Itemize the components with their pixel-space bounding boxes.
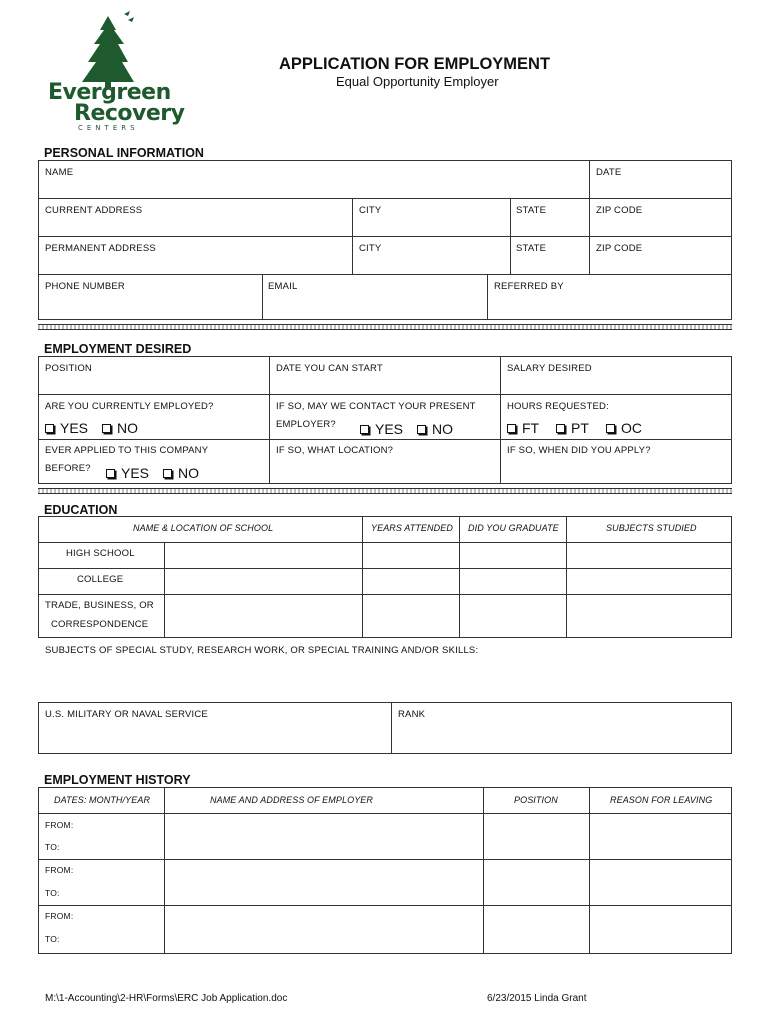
history-1-to[interactable]: TO: (45, 842, 60, 852)
current-state-field[interactable]: STATE (516, 205, 547, 216)
logo-text-evergreen: Evergreen (48, 80, 171, 105)
checkbox-icon (417, 425, 426, 434)
personal-info-table (38, 160, 732, 320)
checkbox-icon (163, 469, 172, 478)
section-personal-information: PERSONAL INFORMATION (44, 146, 204, 160)
current-address-field[interactable]: CURRENT ADDRESS (45, 205, 143, 216)
row-high-school: HIGH SCHOOL (66, 548, 135, 559)
col-did-you-graduate: DID YOU GRADUATE (468, 523, 559, 533)
col-position: POSITION (514, 795, 558, 805)
salary-field[interactable]: SALARY DESIRED (507, 363, 592, 374)
history-2-from[interactable]: FROM: (45, 865, 74, 875)
col-dates: DATES: MONTH/YEAR (54, 795, 151, 805)
checkbox-icon (556, 424, 565, 433)
section-divider (38, 488, 732, 494)
special-study-field[interactable]: SUBJECTS OF SPECIAL STUDY, RESEARCH WORK, OR SPECIAL TRAINING AND/OR SKILLS: (45, 645, 479, 656)
permanent-address-field[interactable]: PERMANENT ADDRESS (45, 243, 156, 254)
applied-before-no-checkbox[interactable]: NO (163, 465, 199, 481)
military-service-field[interactable]: U.S. MILITARY OR NAVAL SERVICE (45, 709, 208, 720)
history-1-from[interactable]: FROM: (45, 820, 74, 830)
may-contact-no-checkbox[interactable]: NO (417, 421, 453, 437)
section-employment-history: EMPLOYMENT HISTORY (44, 773, 191, 787)
row-trade-1: TRADE, BUSINESS, OR (45, 600, 154, 611)
checkbox-icon (45, 424, 54, 433)
footer-file-path: M:\1-Accounting\2-HR\Forms\ERC Job Application.doc (45, 993, 288, 1004)
when-apply-field[interactable]: IF SO, WHEN DID YOU APPLY? (507, 445, 651, 456)
col-reason-for-leaving: REASON FOR LEAVING (610, 795, 713, 805)
logo-text-recovery: Recovery (74, 101, 185, 126)
applied-before-label-1: EVER APPLIED TO THIS COMPANY (45, 445, 209, 456)
permanent-zip-field[interactable]: ZIP CODE (596, 243, 643, 254)
section-education: EDUCATION (44, 503, 118, 517)
hours-ft-checkbox[interactable]: FT (507, 420, 539, 436)
hours-pt-checkbox[interactable]: PT (556, 420, 589, 436)
history-3-from[interactable]: FROM: (45, 911, 74, 921)
checkbox-icon (106, 469, 115, 478)
history-3-to[interactable]: TO: (45, 934, 60, 944)
may-contact-yes-checkbox[interactable]: YES (360, 421, 403, 437)
applied-before-label-2: BEFORE? (45, 463, 91, 474)
start-date-field[interactable]: DATE YOU CAN START (276, 363, 383, 374)
checkbox-icon (102, 424, 111, 433)
checkbox-icon (606, 424, 615, 433)
may-contact-label-2: EMPLOYER? (276, 419, 336, 430)
logo-text-centers: CENTERS (78, 124, 139, 132)
hours-requested-label: HOURS REQUESTED: (507, 401, 609, 412)
footer-date-author: 6/23/2015 Linda Grant (487, 993, 587, 1004)
current-zip-field[interactable]: ZIP CODE (596, 205, 643, 216)
form-subtitle: Equal Opportunity Employer (336, 74, 499, 89)
evergreen-tree-icon (44, 10, 168, 90)
section-employment-desired: EMPLOYMENT DESIRED (44, 342, 192, 356)
section-divider (38, 324, 732, 330)
applied-before-yes-checkbox[interactable]: YES (106, 465, 149, 481)
form-title: APPLICATION FOR EMPLOYMENT (279, 55, 551, 73)
date-field[interactable]: DATE (596, 167, 622, 178)
current-city-field[interactable]: CITY (359, 205, 382, 216)
history-2-to[interactable]: TO: (45, 888, 60, 898)
checkbox-icon (360, 425, 369, 434)
rank-field[interactable]: RANK (398, 709, 426, 720)
permanent-state-field[interactable]: STATE (516, 243, 547, 254)
checkbox-icon (507, 424, 516, 433)
phone-field[interactable]: PHONE NUMBER (45, 281, 125, 292)
what-location-field[interactable]: IF SO, WHAT LOCATION? (276, 445, 394, 456)
currently-employed-no-checkbox[interactable]: NO (102, 420, 138, 436)
row-trade-2: CORRESPONDENCE (51, 619, 149, 630)
col-subjects-studied: SUBJECTS STUDIED (606, 523, 697, 533)
col-school: NAME & LOCATION OF SCHOOL (133, 523, 274, 533)
col-years-attended: YEARS ATTENDED (371, 523, 453, 533)
currently-employed-yes-checkbox[interactable]: YES (45, 420, 88, 436)
currently-employed-label: ARE YOU CURRENTLY EMPLOYED? (45, 401, 214, 412)
name-field[interactable]: NAME (45, 167, 74, 178)
position-field[interactable]: POSITION (45, 363, 92, 374)
permanent-city-field[interactable]: CITY (359, 243, 382, 254)
hours-oc-checkbox[interactable]: OC (606, 420, 642, 436)
row-college: COLLEGE (77, 574, 124, 585)
company-logo (44, 10, 185, 132)
col-employer: NAME AND ADDRESS OF EMPLOYER (210, 795, 373, 805)
email-field[interactable]: EMAIL (268, 281, 298, 292)
referred-by-field[interactable]: REFERRED BY (494, 281, 564, 292)
may-contact-label-1: IF SO, MAY WE CONTACT YOUR PRESENT (276, 401, 476, 412)
